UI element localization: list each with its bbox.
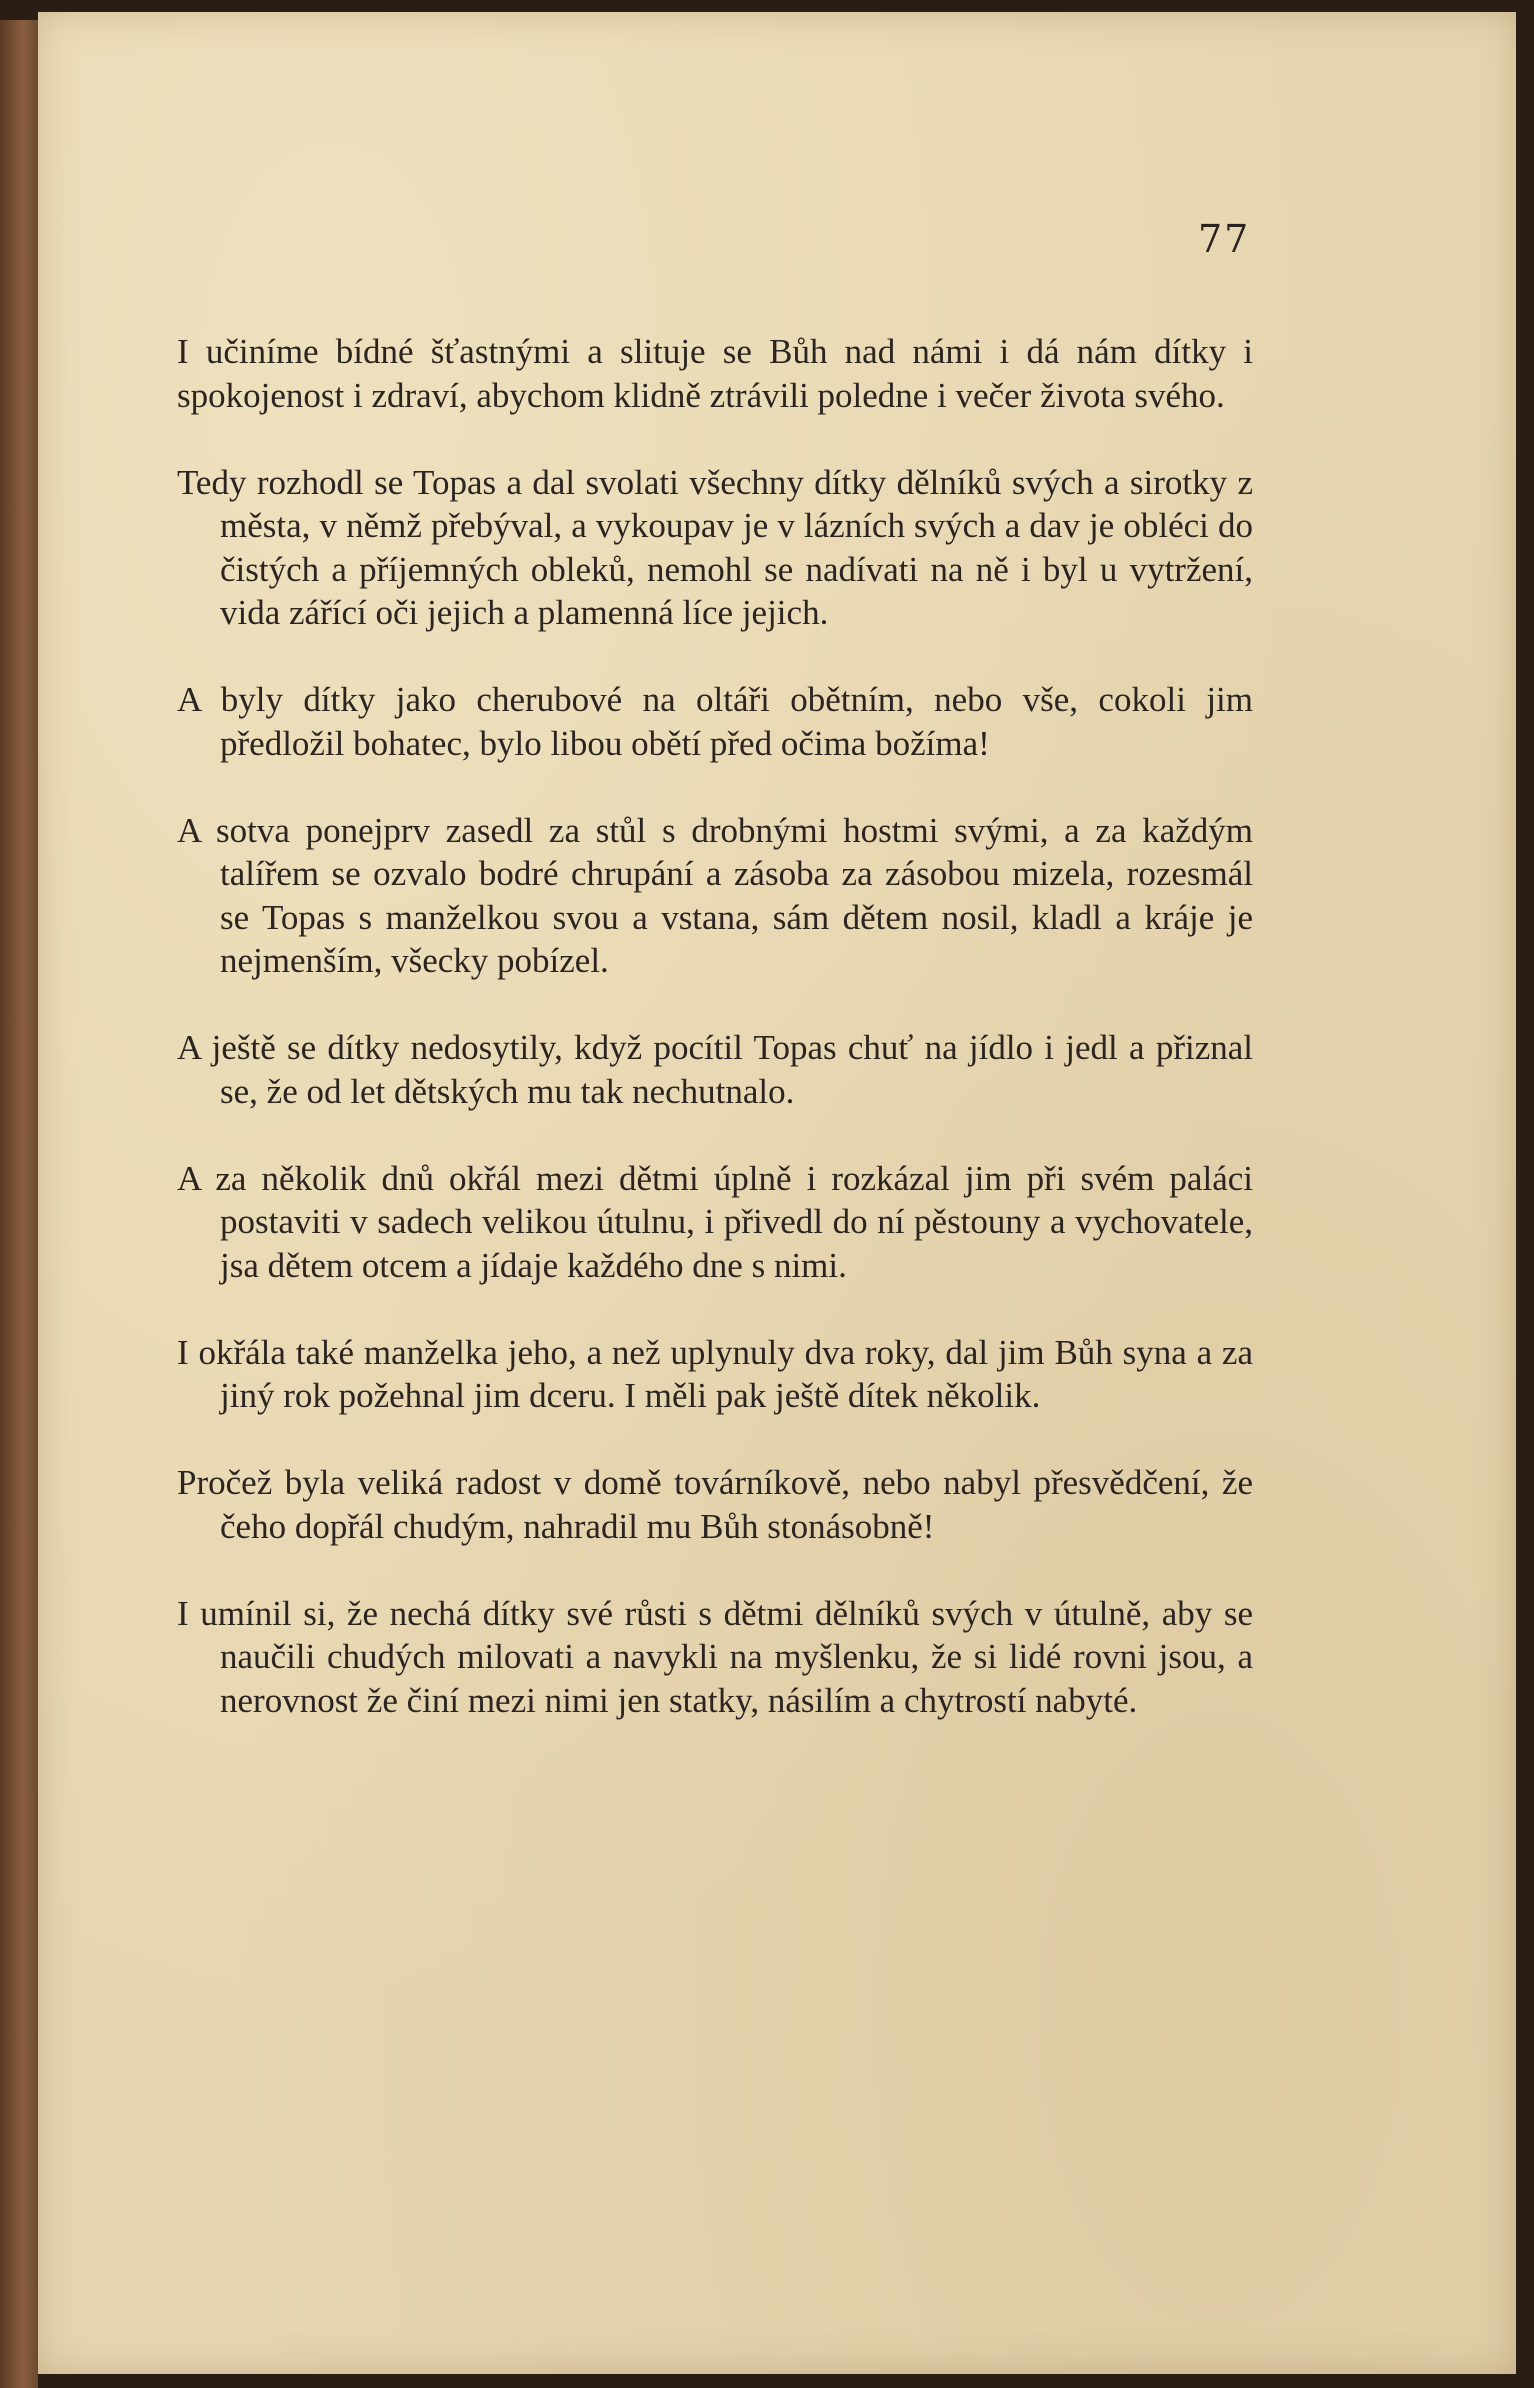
paragraph-1: I učiníme bídné šťastnými a slituje se Bůh nad námi i dá nám dítky i spokojenost i zdraví, abychom klidně ztrávili poledne i večer života svého.: [177, 332, 1253, 415]
paragraph-7: I okřála také manželka jeho, a než uplynuly dva roky, dal jim Bůh syna a za jiný rok požehnal jim dceru. I měli pak ještě dítek několik.: [177, 1332, 1253, 1415]
paragraph-4: A sotva ponejprv zasedl za stůl s drobnými hostmi svými, a za každým talířem se ozvalo bodré chrupání a zásoba za zásobou mizela, rozesmál se Topas s manželkou svou a vstana, sám dětem nosil, kladl a kráje je nejmenším, všecky pobízel.: [177, 810, 1253, 980]
paragraph-9: I umínil si, že nechá dítky své růsti s dětmi dělníků svých v útulně, aby se naučili chudých milovati a navykli na myšlenku, že si lidé rovni jsou, a nerovnost že činí mezi nimi jen statky, násilím a chytrostí nabyté.: [177, 1593, 1253, 1720]
paragraph-3: A byly dítky jako cherubové na oltáři obětním, nebo vše, cokoli jim předložil bohatec, bylo libou obětí před očima božíma!: [177, 680, 1253, 763]
page-number: 77: [1198, 217, 1251, 261]
page-text: [177, 330, 1253, 1766]
paragraph-2: Tedy rozhodl se Topas a dal svolati všechny dítky dělníků svých a sirotky z města, v němž přebýval, a vykoupav je v lázních svých a dav je obléci do čistých a příjemných obleků, nemohl se nadívati na ně i byl u vytržení, vida zářící oči jejich a plamenná líce jejich.: [177, 462, 1253, 632]
paragraph-8: Pročež byla veliká radost v domě továrníkově, nebo nabyl přesvědčení, že čeho dopřál chudým, nahradil mu Bůh stonásobně!: [177, 1463, 1253, 1546]
book-page: [38, 12, 1516, 2374]
paragraph-6: A za několik dnů okřál mezi dětmi úplně i rozkázal jim při svém paláci postaviti v sadech velikou útulnu, i přivedl do ní pěstouny a vychovatele, jsa dětem otcem a jídaje každého dne s nimi.: [177, 1158, 1253, 1285]
paragraph-5: A ještě se dítky nedosytily, když pocítil Topas chuť na jídlo i jedl a přiznal se, že od let dětských mu tak nechutnalo.: [177, 1028, 1253, 1111]
book-cover-edge: [0, 20, 38, 2388]
